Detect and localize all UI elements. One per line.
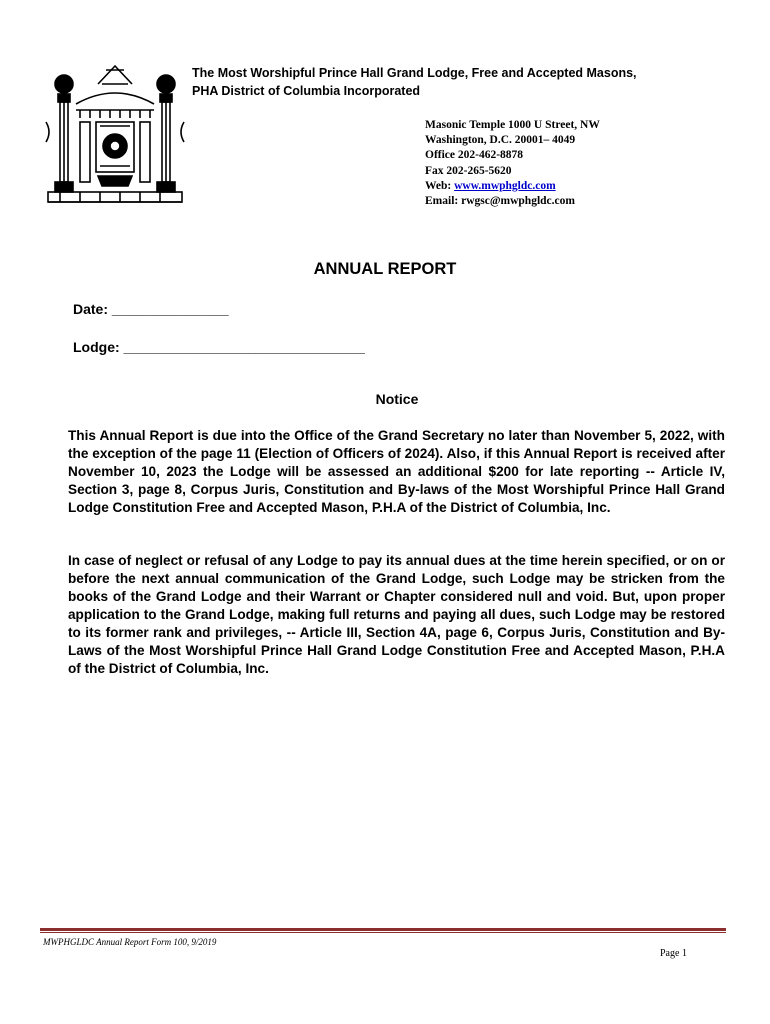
organization-name: The Most Worshipful Prince Hall Grand Lodge, Free and Accepted Masons, xyxy=(192,66,637,80)
web-label: Web: xyxy=(425,179,455,192)
fax-number: Fax 202-265-5620 xyxy=(425,164,512,177)
document-title: ANNUAL REPORT xyxy=(313,260,457,278)
notice-paragraph-1: This Annual Report is due into the Office of the Grand Secretary no later than November 5, 2022, with the exception of the page 11 (Election of Officers of 2024). Also, if this Annual Report is received after November 10, 2023 the Lodge will be assessed an additional $200 for late reporting -- Article IV, Section 3, page 8, Corpus Juris, Constitution and By-laws of the Most Worshipful Prince Hall Grand Lodge Constitution Free and Accepted Mason, P.H.A of the District of Columbia, Inc. xyxy=(68,428,725,515)
address-line-1: Masonic Temple 1000 U Street, NW xyxy=(425,119,600,131)
organization-district: PHA District of Columbia Incorporated xyxy=(192,84,421,98)
lodge-field[interactable]: Lodge: _______________________________ xyxy=(73,339,365,355)
date-field[interactable]: Date: _______________ xyxy=(73,301,229,317)
website-link[interactable]: www.mwphgldc.com xyxy=(454,179,556,192)
email-line: Email: rwgsc@mwphgldc.com xyxy=(425,195,575,208)
contact-block xyxy=(425,118,725,209)
footer-divider xyxy=(40,928,726,931)
form-identifier: MWPHGLDC Annual Report Form 100, 9/2019 xyxy=(43,937,217,947)
address-line-2: Washington, D.C. 20001– 4049 xyxy=(425,134,576,147)
page-number: Page 1 xyxy=(660,948,687,959)
organization-header xyxy=(192,64,732,100)
notice-heading: Notice xyxy=(375,391,419,407)
footer-divider-thin xyxy=(40,932,726,933)
masonic-emblem-icon xyxy=(40,62,190,210)
notice-paragraph-2: In case of neglect or refusal of any Lodge to pay its annual dues at the time herein specified, or on or before the next annual communication of the Grand Lodge, such Lodge may be stricken from the books of the Grand Lodge and their Warrant or Chapter considered null and void. But, upon proper application to the Grand Lodge, making full returns and paying all dues, such Lodge may be restored to its former rank and privileges, -- Article III, Section 4A, page 6, Corpus Juris, Constitution and By-Laws of the Most Worshipful Prince Hall Grand Lodge Constitution Free and Accepted Mason, P.H.A of the District of Columbia, Inc. xyxy=(68,553,725,676)
web-line xyxy=(425,179,725,194)
office-phone: Office 202-462-8878 xyxy=(425,149,524,162)
